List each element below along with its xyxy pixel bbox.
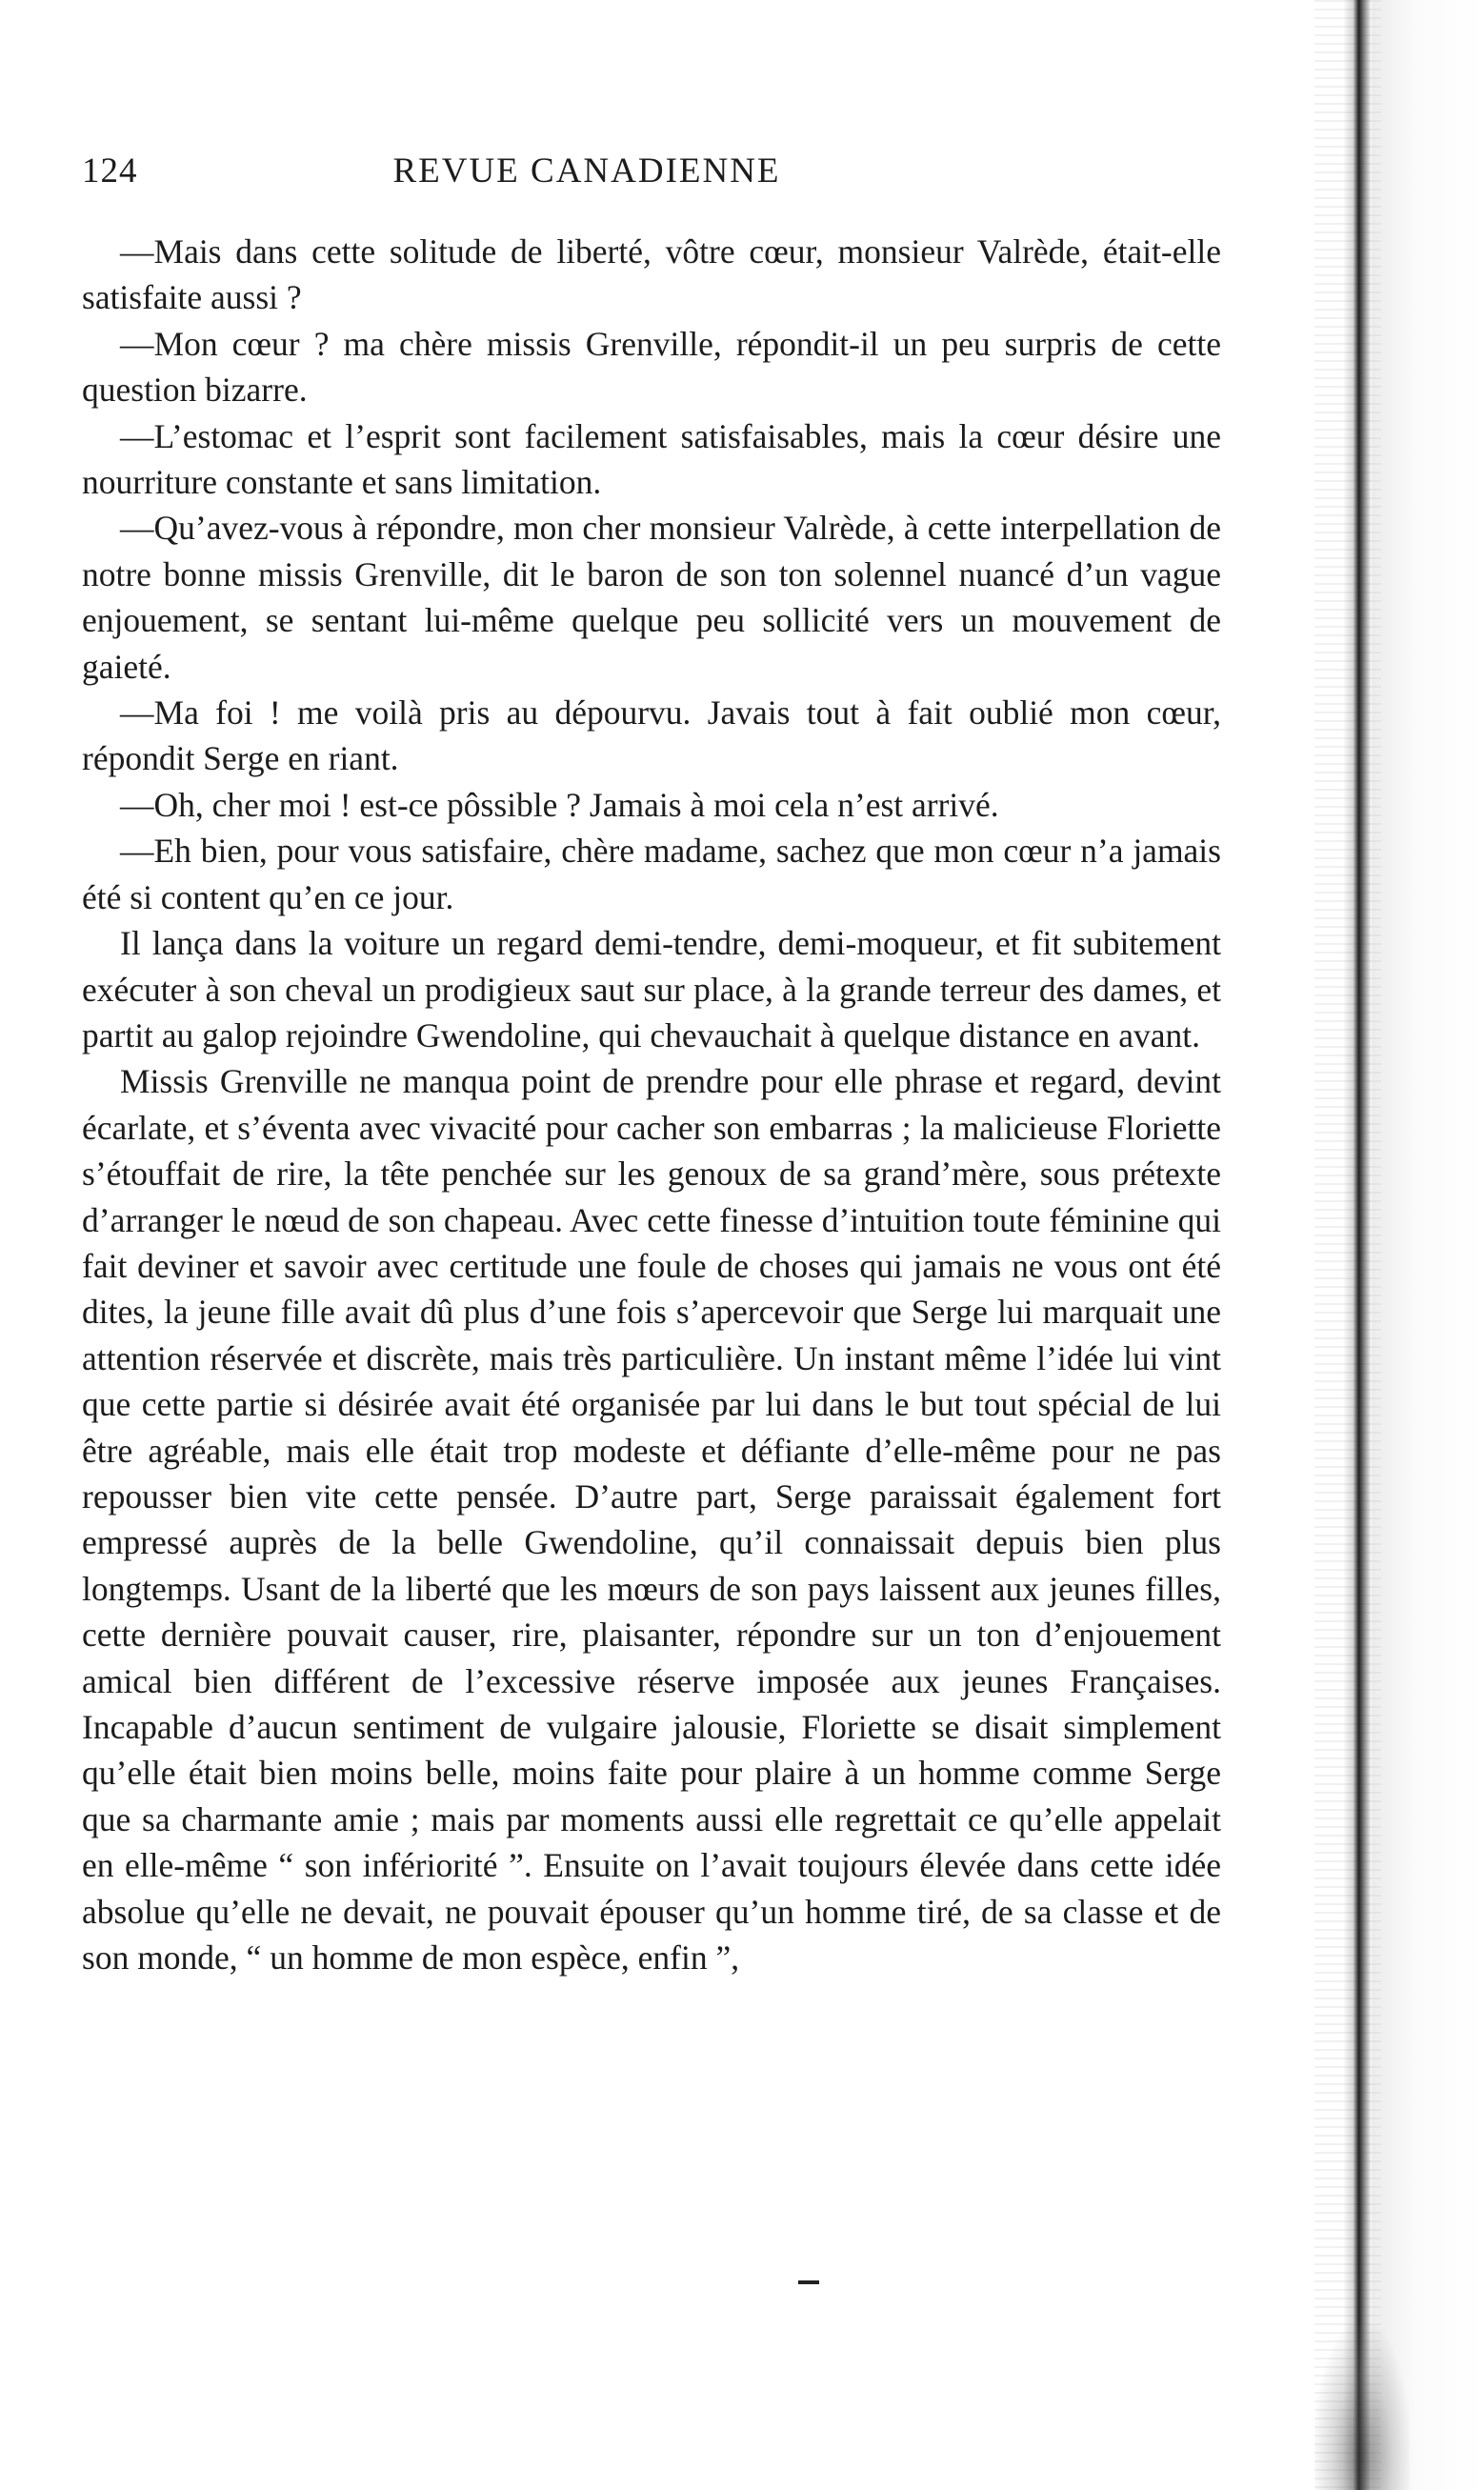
binding-shadow bbox=[1372, 0, 1484, 2490]
paragraph: —Mon cœur ? ma chère missis Grenville, répondit-il un peu surpris de cette question bizarre. bbox=[82, 324, 1221, 410]
body-text bbox=[82, 229, 1221, 1980]
paragraph: Il lança dans la voiture un regard demi-tendre, demi-moqueur, et fit subitement exécuter à son cheval un prodigieux saut sur place, à la grande terreur des dames, et partit au galop rejoindre Gwendoline, qui chevauchait à quelque distance en avant. bbox=[82, 924, 1221, 1054]
paragraph: Missis Grenville ne manqua point de prendre pour elle phrase et regard, devint écarlate, et s’éventa avec vivacité pour cacher son embarras ; la malicieuse Floriette s’étouffait de rire, la tête penchée sur les genoux de sa grand’mère, sous prétexte d’arranger le nœud de son chapeau. Avec cette finesse d’intuition toute féminine qui fait deviner et savoir avec certitude une foule de choses qui jamais ne vous ont été dites, la jeune fille avait dû plus d’une fois s’apercevoir que Serge lui marquait une attention réservée et discrète, mais très particulière. Un instant même l’idée lui vint que cette partie si désirée avait été organisée par lui dans le but tout spécial de lui être agréable, mais elle était trop modeste et défiante d’elle-même pour ne pas repousser bien vite cette pensée. D’autre part, Serge paraissait également fort empressé auprès de la belle Gwendoline, qu’il connaissait depuis bien plus longtemps. Usant de la liberté que les mœurs de son pays laissent aux jeunes filles, cette dernière pouvait causer, rire, plaisanter, répondre sur un ton d’enjouement amical bien différent de l’excessive réserve imposée aux jeunes Françaises. Incapable d’aucun sentiment de vulgaire jalousie, Floriette se disait simplement qu’elle était bien moins belle, moins faite pour plaire à un homme comme Serge que sa charmante amie ; mais par moments aussi elle regrettait ce qu’elle appelait en elle-même “ son infériorité ”. Ensuite on l’avait toujours élevée dans cette idée absolue qu’elle ne devait, ne pouvait épouser qu’un homme tiré, de sa classe et de son monde, “ un homme de mon espèce, enfin ”, bbox=[82, 1062, 1221, 1978]
paragraph: —Ma foi ! me voilà pris au dépourvu. Javais tout à fait oublié mon cœur, répondit Serge en riant. bbox=[82, 693, 1221, 778]
paragraph: —Eh bien, pour vous satisfaire, chère madame, sachez que mon cœur n’a jamais été si content qu’en ce jour. bbox=[82, 832, 1221, 916]
paragraph: —Qu’avez-vous à répondre, mon cher monsieur Valrède, à cette interpellation de notre bonne missis Grenville, dit le baron de son ton solennel nuancé d’un vague enjouement, se sentant lui-même quelque peu sollicité vers un mouvement de gaieté. bbox=[82, 509, 1221, 686]
paragraph: —L’estomac et l’esprit sont facilement satisfaisables, mais la cœur désire une nourriture constante et sans limitation. bbox=[82, 416, 1221, 502]
paragraph: —Oh, cher moi ! est-ce pôssible ? Jamais à moi cela n’est arrivé. bbox=[120, 785, 999, 824]
running-head: REVUE CANADIENNE bbox=[392, 151, 781, 191]
page-number: 124 bbox=[82, 151, 138, 191]
binding-bottom-smudge bbox=[1314, 2324, 1410, 2490]
binding-edge bbox=[1343, 0, 1372, 2490]
footer-dash-mark bbox=[798, 2280, 819, 2284]
paragraph: —Mais dans cette solitude de liberté, vôtre cœur, monsieur Valrède, était-elle satisfaite aussi ? bbox=[82, 232, 1221, 317]
page-header bbox=[82, 151, 1253, 192]
